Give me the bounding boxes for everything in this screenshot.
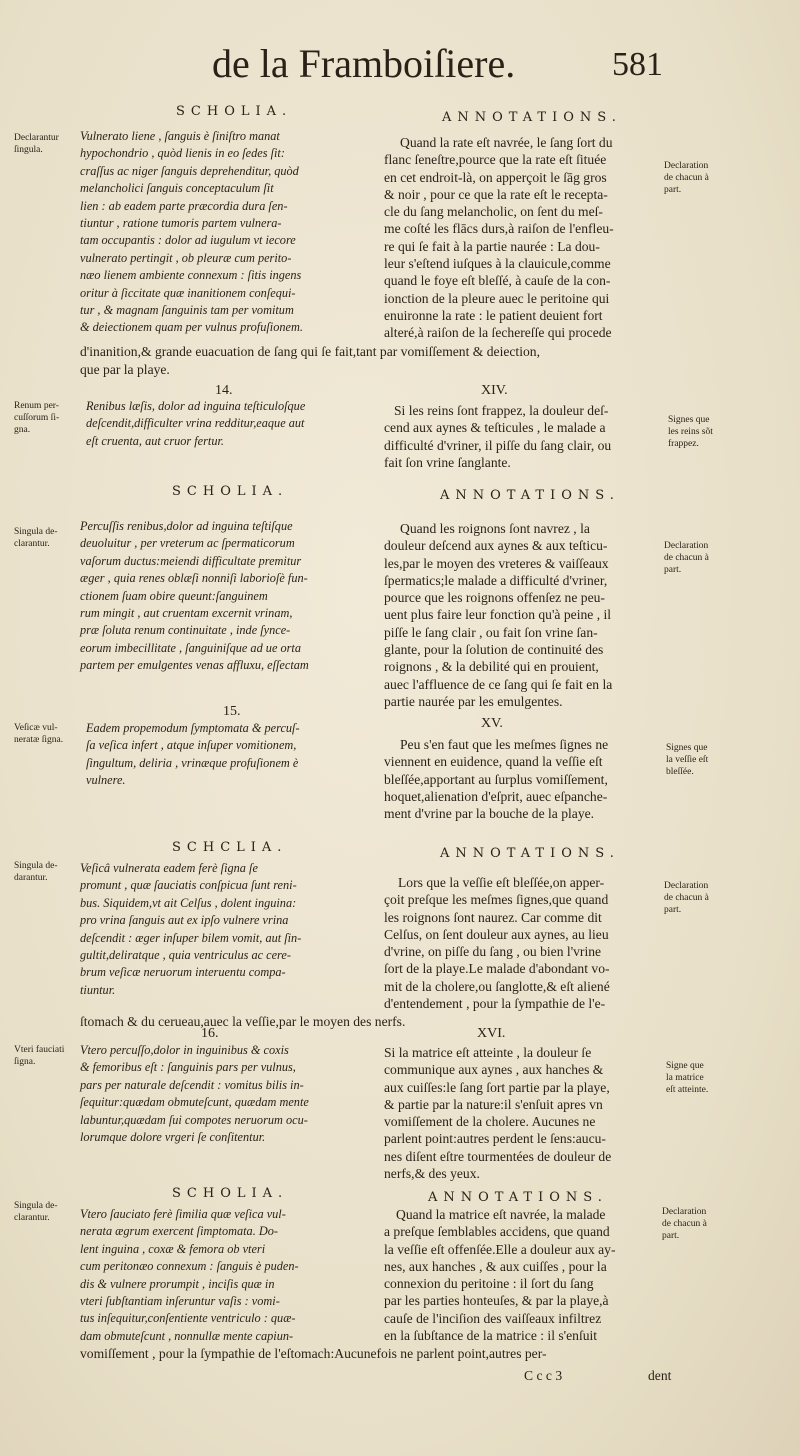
catchword: dent <box>648 1368 672 1383</box>
french-wide-line-3: vomiſſement , pour la ſympathie de l'eſtomach:Aucunefois ne parlent point,autres per- <box>80 1346 547 1361</box>
section-number-14: 14. <box>215 383 233 398</box>
scholia-heading-2: SCHOLIA. <box>172 484 289 499</box>
french-wide-line-1: d'inanition,& grande euacuation de ſang qui ſe fait,tant par vomiſſement & deiection, <box>80 344 540 359</box>
left-margin-note-5: Singula de- darantur. <box>14 861 58 883</box>
section-number-16: 16. <box>201 1026 219 1041</box>
page-number: 581 <box>612 46 663 83</box>
annotations-heading-3: ANNOTATIONS. <box>440 846 620 861</box>
left-margin-note-6: Vteri fauciati ſigna. <box>14 1045 65 1067</box>
section-number-xvi: XVI. <box>477 1026 506 1041</box>
left-margin-note-4: Veſicæ vul- neratæ ſigna. <box>14 723 64 745</box>
french-paragraph-4: Peu s'en faut que les meſmes ſignes ne viennent en euidence, quand la veſſie eſt bleſſée,apportant au ſurplus vomiſſement, hoquet,alienation d'eſprit, auec eſpanche- ment d'vrine par la bouche de la playe. <box>384 737 609 822</box>
right-margin-note-6: Signe que la matrice eſt atteinte. <box>666 1061 709 1095</box>
right-margin-note-7: Declaration de chacun à part. <box>662 1207 707 1241</box>
french-wide-line-1b: que par la playe. <box>80 362 170 377</box>
running-header: de la Framboiſiere. <box>212 41 516 86</box>
latin-paragraph-4: Eadem propemodum ſymptomata & percuſ- ſa veſica infert , atque inſuper vomitionem, ſingultum, deliria , vrinæque profuſionem è vulnere. <box>86 721 300 788</box>
left-margin-note-3: Singula de- clarantur. <box>14 527 58 549</box>
french-paragraph-7: Quand la matrice eſt navrée, la malade a preſque ſemblables accidens, que quand la veſſie eſt offenſée.Elle a douleur aux ay- nes, aux hanches , & aux cuiſſes , pour la connexion du peritoine : il ſort du ſang par les parties honteuſes, & par la playe,à cauſe de l'inciſion des vaiſſeaux infiltrez en la ſubſtance de la matrice : il s'enſuit <box>384 1207 616 1344</box>
right-margin-note-5: Declaration de chacun à part. <box>664 881 709 915</box>
annotations-heading-1: ANNOTATIONS. <box>442 110 622 125</box>
latin-paragraph-5: Veſicâ vulnerata eadem ferè ſigna ſe promunt , quæ ſauciatis conſpicua ſunt reni- bus. Siquidem,vt ait Celſus , dolent inguina: pro vrina ſanguis aut ex ipſo vulnere vrina deſcendit : æger inſuper bilem vomit, aut ſin- gultit,deliratque , quia ventriculus ac cere- brum veſicæ neruorum interuentu compa- tiuntur. <box>80 861 302 997</box>
annotations-heading-4: ANNOTATIONS. <box>428 1190 608 1205</box>
latin-paragraph-3: Percuſſis renibus,dolor ad inguina teſtiſque deuoluitur , per vreterum ac ſpermaticorum vaſorum ductus:meiendi difficultate premitur æger , quia renes oblæſi nonniſi laborioſè fun- ctionem ſuam obire queunt:ſanguinem rum mingit , aut cruentam excernit vrinam, præ ſoluta renum continuitate , inde ſynce- eorum imbecillitate , ſanguiniſque ad ue orta partem per emulgentes venas affluxu, eſſectam <box>80 519 309 673</box>
french-paragraph-3: Quand les roignons ſont navrez , la douleur deſcend aux aynes & aux teſticu- les,par le moyen des vreteres & vaiſſeaux ſpermatics;le malade a difficulté d'vriner, pource que les roignons offenſez ne peu- uent plus faire leur fonction qu'à peine , il piſſe le ſang clair , ou fait ſon vrine ſan- glante, pour la ſolution de continuité des roignons , & la debilité qui en prouient, auec l'affluence de ce ſang qui ſe fait en la partie naurée par les emulgentes. <box>384 521 613 709</box>
right-margin-note-4: Signes que la veſſie eſt bleſſée. <box>666 743 709 777</box>
section-number-xv: XV. <box>481 716 503 731</box>
latin-paragraph-2: Renibus læſis, dolor ad inguina teſticuloſque deſcendit,difficulter vrina redditur,eaque aut eſt cruenta, aut cruor fertur. <box>86 399 306 448</box>
signature-mark: C c c 3 <box>524 1368 563 1383</box>
french-paragraph-2: Si les reins ſont frappez, la douleur deſ- cend aux aynes & teſticules , le malade a difficulté d'vriner, il piſſe du ſang clair, ou fait ſon vrine ſanglante. <box>384 403 612 470</box>
right-margin-note-3: Declaration de chacun à part. <box>664 541 709 575</box>
latin-paragraph-6: Vtero percuſſo,dolor in inguinibus & coxis & femoribus eſt : ſanguinis pars per vulnus, pars per naturale deſcendit : vomitus bilis in- ſequitur:quædam obmuteſcunt, quædam mente labuntur,quædam ſui compotes neruorum ocu- lorumque dolore vrgeri ſe conſitentur. <box>80 1043 309 1145</box>
left-margin-note-7: Singula de- clarantur. <box>14 1201 58 1223</box>
right-margin-note-2: Signes que les reins sõt frappez. <box>668 415 713 449</box>
french-wide-line-2: ſtomach & du cerueau,auec la veſſie,par le moyen des nerfs. <box>80 1014 406 1029</box>
right-margin-note-1: Declaration de chacun à part. <box>664 161 709 195</box>
left-margin-note-2: Renum per- cuſſorum ſi- gna. <box>14 401 60 435</box>
annotations-heading-2: ANNOTATIONS. <box>440 488 620 503</box>
section-number-xiv: XIV. <box>481 383 508 398</box>
latin-paragraph-1: Vulnerato liene , ſanguis è ſiniſtro manat hypochondrio , quòd lienis in eo ſedes ſit: craſſus ac niger ſanguis deprehenditur, quòd melancholici ſanguis conceptaculum ſit lien : ab eadem parte præcordia dura ſen- tiuntur , ratione tumoris partem vulnera- tam occupantis : dolor ad iugulum vt iecore vulnerato pertingit , ob pleuræ cum perito- næo lienem ambiente connexum : ſitis ingens oritur à ſiccitate quæ inanitionem conſequi- tur , & magnam ſanguinis tam per vomitum & deiectionem quam per vulnus profuſionem. <box>80 129 303 335</box>
french-paragraph-6: Si la matrice eſt atteinte , la douleur ſe communique aux aynes , aux hanches & aux cuiſſes:le ſang ſort partie par la playe, & partie par la nature:il s'enſuit apres vn vomiſſement de la cholere. Aucunes ne parlent point:autres perdent le ſens:aucu- nes diſent eſtre tourmentées de douleur de nerfs,& des yeux. <box>384 1045 612 1182</box>
latin-paragraph-7: Vtero ſauciato ferè ſimilia quæ veſica vul- nerata ægrum exercent ſimptomata. Do- lent inguina , coxæ & femora ob vteri cum peritonæo connexum : ſanguis è puden- dis & vulnere prorumpit , inciſis quæ in vteri ſubſtantiam inſeruntur vaſis : vomi- tus inſequitur,conſentiente ventriculo : quæ- dam obmuteſcunt , nonnullæ mente capiun- <box>80 1207 299 1343</box>
french-paragraph-1: Quand la rate eſt navrée, le ſang ſort du flanc ſeneſtre,pource que la rate eſt ſituée en cet endroit-là, on apperçoit le ſāg gros & noir , pour ce que la rate eſt le recepta- cle du ſang melancholic, on ſent du meſ- me coſté les flācs durs,à raiſon de l'enfleu- re qui ſe fait à la partie naurée : La dou- leur s'eſtend iuſques à la clauicule,comme quand le foye eſt bleſſé, à cauſe de la con- ionction de la pleure auec le peritoine qui enuironne la rate : le patient deuient fort alteré,à raiſon de la ſechereſſe qui procede <box>384 135 614 341</box>
french-paragraph-5: Lors que la veſſie eſt bleſſée,on apper- çoit preſque les meſmes ſignes,que quand les roignons ſont naurez. Car comme dit Celſus, on ſent douleur aux aynes, au lieu d'vrine, on piſſe du ſang , ou bien l'vrine ſort de la playe.Le malade d'abondant vo- mit de la cholere,ou ſanglotte,& eſt aliené d'entendement , pour la ſympathie de l'e- <box>384 875 610 1012</box>
scholia-heading-1: SCHOLIA. <box>176 104 293 119</box>
section-number-15: 15. <box>223 704 241 719</box>
scholia-heading-4: SCHOLIA. <box>172 1186 289 1201</box>
schclia-heading-3: SCHCLIA. <box>172 840 288 855</box>
left-margin-note-1: Declarantur ſingula. <box>14 133 59 155</box>
